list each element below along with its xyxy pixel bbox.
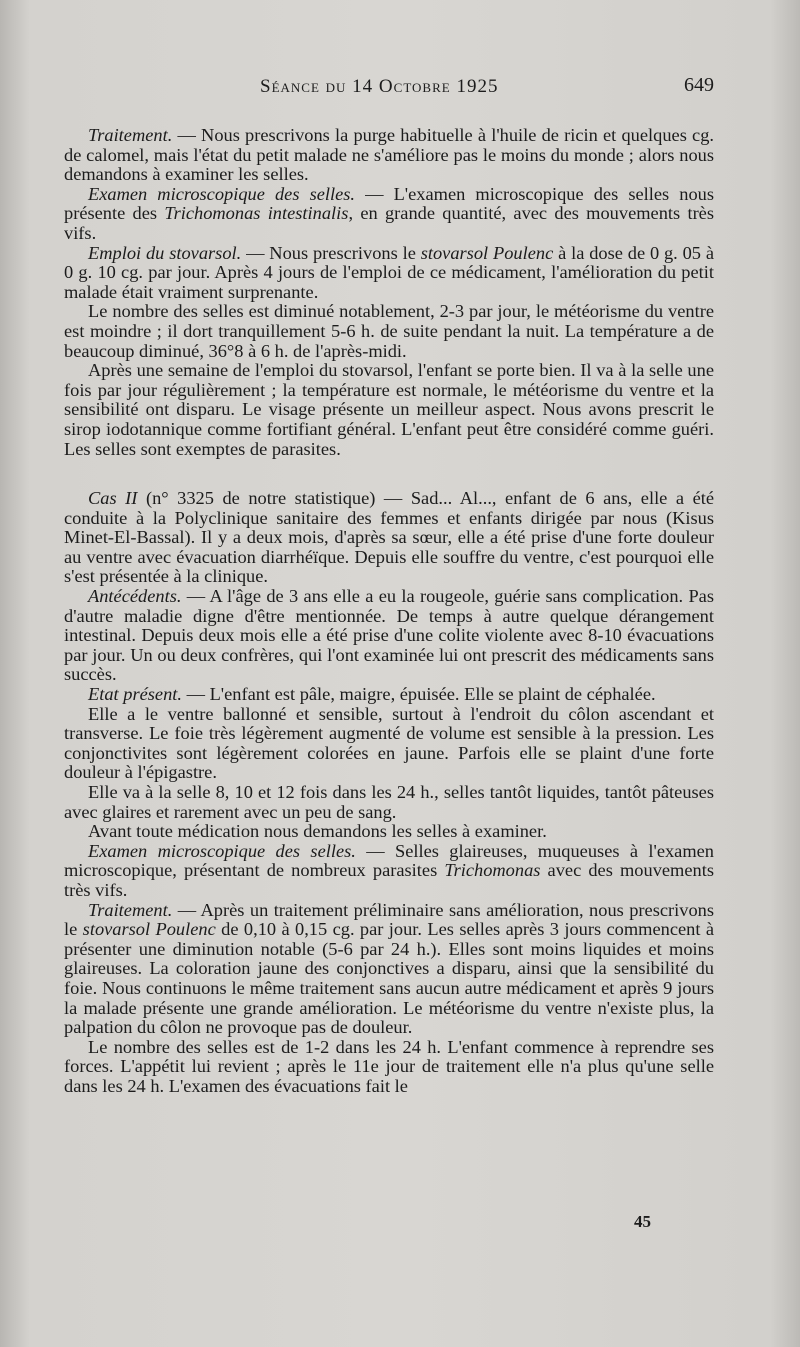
paragraph: [64, 685, 714, 705]
paragraph-text: Elle a le ventre ballonné et sensible, surtout à l'endroit du côlon ascendant et transverse. Le foie très légèrement augmenté de volume est sensible à la pression. Les conjonctivites sont légèrement colorées en jaune. Parfois elle se plaint d'une forte douleur à l'épigastre.: [64, 703, 714, 783]
paragraph-text: — A l'âge de 3 ans elle a eu la rougeole, guérie sans complication. Pas d'autre maladie digne d'être mentionnée. De temps à autre quelque dérangement intestinal. Depuis deux mois elle a été prise d'une colite violente avec 8-10 évacuations par jour. Un ou deux confrères, qui l'ont examinée lui ont prescrit des médicaments sans succès.: [64, 586, 714, 685]
paragraph-lead: Traitement.: [88, 899, 173, 920]
paragraph-text: Avant toute médication nous demandons les selles à examiner.: [88, 821, 547, 842]
italic-term: stovarsol Poulenc: [82, 919, 216, 940]
paragraph: [64, 842, 714, 901]
paragraph-lead: Emploi du stovarsol.: [88, 242, 242, 263]
italic-term: stovarsol Poulenc: [420, 242, 554, 263]
paragraph-text-continued: avec des mouvements très vifs.: [64, 860, 714, 900]
paragraph-lead: Antécédents.: [88, 586, 182, 607]
paragraph: [64, 361, 714, 459]
paragraph-text: — L'examen microscopique des selles nous présente des: [64, 183, 714, 224]
running-title: Séance du 14 Octobre 1925: [260, 76, 499, 97]
paragraph-text: Le nombre des selles est de 1-2 dans les 24 h. L'enfant commence à reprendre ses forces. L'appétit lui revient ; après le 11e jour de traitement elle n'a plus qu'une selle dans les 24 h. L'examen des évacuations fait le: [64, 1036, 714, 1096]
paragraph-text: Après une semaine de l'emploi du stovarsol, l'enfant se porte bien. Il va à la selle une fois par jour régulièrement ; la température est normale, le météorisme du ventre et la sensibilité ont disparu. Le visage présente un meilleur aspect. Nous avons prescrit le sirop iodotannique comme fortifiant général. L'enfant peut être considéré comme guéri. Les selles sont exemptes de parasites.: [64, 360, 714, 459]
paragraph-lead: Examen microscopique des selles.: [88, 183, 356, 204]
paragraph: [64, 901, 714, 1038]
paragraph-text: Le nombre des selles est diminué notablement, 2-3 par jour, le météorisme du ventre est moindre ; il dort tranquillement 5-6 h. de suite pendant la nuit. La température a de beaucoup diminué, 36°8 à 6 h. de l'après-midi.: [64, 301, 714, 361]
paragraph-lead: Etat présent.: [88, 684, 182, 705]
paragraph: [64, 705, 714, 783]
page-number: 649: [684, 74, 714, 96]
paragraph-text: — Après un traitement préliminaire sans amélioration, nous prescrivons le: [64, 899, 714, 940]
paragraph: [64, 244, 714, 303]
paragraph: [64, 185, 714, 244]
paragraph: [64, 1038, 714, 1097]
paragraph: [64, 587, 714, 685]
signature-mark: 45: [634, 1212, 651, 1231]
paragraph: [64, 783, 714, 822]
paragraph-text: Elle va à la selle 8, 10 et 12 fois dans les 24 h., selles tantôt liquides, tantôt pâteuses avec glaires et rarement avec un peu de sang.: [64, 782, 714, 822]
paragraph-lead: Traitement.: [88, 125, 173, 145]
paragraph-text: — L'enfant est pâle, maigre, épuisée. Elle se plaint de céphalée.: [181, 684, 656, 705]
paragraph-text: — Nous prescrivons la purge habituelle à l'huile de ricin et quelques cg. de calomel, mais l'état du petit malade ne s'améliore pas le moins du monde ; alors nous demandons à examiner les selles.: [64, 125, 714, 185]
paragraph-text: (n° 3325 de notre statistique) — Sad... Al..., enfant de 6 ans, elle a été conduite à la Polyclinique sanitaire des femmes et enfants dirigée par nous (Kisus Minet-El-Bassal). Il y a deux mois, d'après sa sœur, elle a été prise d'une forte douleur au ventre avec évacuation diarrhéïque. Depuis elle souffre du ventre, c'est pourquoi elle s'est présentée à la clinique.: [64, 488, 714, 587]
paragraph: [64, 489, 714, 587]
paragraph-text-continued: , en grande quantité, avec des mouvements très vifs.: [64, 203, 715, 243]
paragraph: [64, 822, 714, 842]
italic-term: Trichomonas intestinalis: [164, 203, 349, 224]
page-header: [64, 76, 714, 106]
paragraph-text-continued: à la dose de 0 g. 05 à 0 g. 10 cg. par jour. Après 4 jours de l'emploi de ce médicament, l'amélioration du petit malade était vraiment surprenante.: [64, 242, 715, 302]
paragraph-text-continued: de 0,10 à 0,15 cg. par jour. Les selles après 3 jours commencent à présenter une diminution notable (5-6 par 24 h.). Elles sont moins liquides et moins glaireuses. La coloration jaune des conjonctives a disparu, ainsi que la sensibilité du foie. Nous continuons le même traitement sans aucun autre médicament et après 9 jours la malade présente une grande amélioration. Le météorisme du ventre n'existe plus, la palpation du côlon ne provoque pas de douleur.: [64, 919, 715, 1038]
italic-term: Trichomonas: [444, 860, 541, 881]
paragraph-lead: Cas II: [88, 488, 138, 509]
paragraph-lead: Examen microscopique des selles.: [88, 840, 356, 861]
paragraph: [64, 126, 714, 185]
paragraph: [64, 302, 714, 361]
paragraph-text: — Selles glaireuses, muqueuses à l'examen microscopique, présentant de nombreux parasites: [64, 840, 714, 881]
body-text: [64, 126, 714, 1097]
paragraph-text: — Nous prescrivons le: [241, 242, 421, 263]
